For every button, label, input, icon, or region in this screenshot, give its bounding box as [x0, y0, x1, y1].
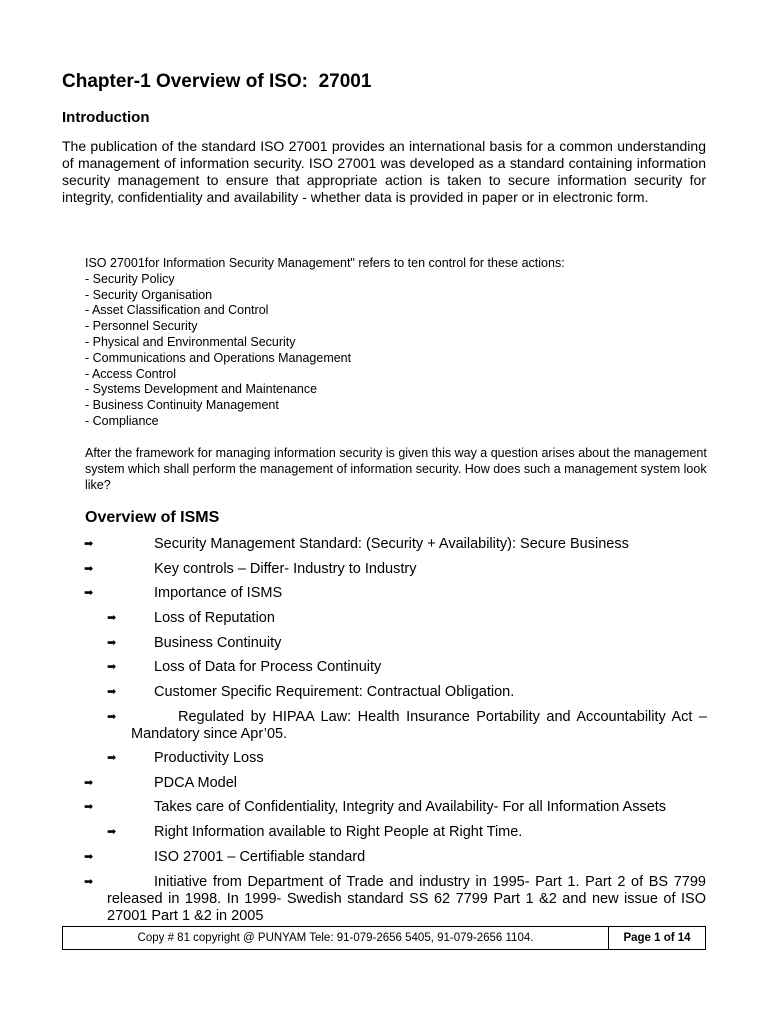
bullet-text: Initiative from Department of Trade and industry in 1995- Part 1. Part 2 of BS 7799 released in 1998. In 1999- Swedish standard SS 62 7799 Part 1 &2 and new issue of ISO 27001 Part 1 &2 in 2005 — [107, 874, 706, 924]
overview-bullet — [84, 536, 714, 553]
bullet-text: Loss of Reputation — [154, 610, 275, 626]
bullet-text: Security Management Standard: (Security + Availability): Secure Business — [154, 536, 629, 552]
arrow-bullet-icon: ➡ — [84, 587, 94, 599]
footer-copyright: Copy # 81 copyright @ PUNYAM Tele: 91-079-2656 5405, 91-079-2656 1104. — [63, 927, 609, 949]
bullet-text: Loss of Data for Process Continuity — [154, 659, 382, 675]
control-item: - Personnel Security — [85, 319, 198, 334]
control-item: - Systems Development and Maintenance — [85, 382, 318, 397]
bullet-text: Takes care of Confidentiality, Integrity and Availability- For all Information Assets — [154, 799, 667, 815]
introduction-paragraph: The publication of the standard ISO 27001 provides an international basis for a common understanding of management of information security. ISO 27001 was developed as a standard containing information security management to ensure that appropriate action is taken to secure information security for integrity, confidentiality and availability - whether data is provided in paper or in electronic form. — [62, 138, 706, 205]
overview-bullet — [84, 874, 706, 925]
overview-bullet — [84, 775, 714, 792]
control-item: - Asset Classification and Control — [85, 303, 269, 318]
control-item: - Business Continuity Management — [85, 398, 279, 413]
overview-subbullet — [107, 824, 707, 841]
bullet-text: ISO 27001 – Certifiable standard — [154, 849, 366, 865]
overview-subbullet — [107, 709, 707, 743]
overview-bullet — [84, 585, 714, 602]
overview-heading: Overview of ISMS — [85, 509, 220, 526]
controls-intro: ISO 27001for Information Security Management" refers to ten control for these actions: — [85, 256, 565, 270]
arrow-bullet-icon: ➡ — [84, 851, 94, 863]
page-footer — [62, 926, 706, 950]
introduction-heading: Introduction — [62, 109, 150, 126]
chapter-title: Chapter-1 Overview of ISO: 27001 — [62, 71, 372, 92]
overview-subbullet — [107, 635, 707, 652]
arrow-bullet-icon: ➡ — [84, 777, 94, 789]
arrow-bullet-icon: ➡ — [107, 752, 117, 764]
arrow-bullet-icon: ➡ — [107, 711, 117, 723]
bullet-text: Regulated by HIPAA Law: Health Insurance Portability and Accountability Act – Mandatory since Apr’05. — [131, 709, 707, 742]
arrow-bullet-icon: ➡ — [107, 826, 117, 838]
bullet-text: Productivity Loss — [154, 750, 264, 766]
control-item: - Compliance — [85, 413, 159, 428]
arrow-bullet-icon: ➡ — [84, 801, 94, 813]
overview-subbullet — [107, 659, 707, 676]
control-item: - Communications and Operations Management — [85, 350, 352, 365]
bullet-text: Key controls – Differ- Industry to Industry — [154, 561, 417, 577]
overview-bullet — [84, 849, 714, 866]
overview-subbullet — [107, 684, 707, 701]
arrow-bullet-icon: ➡ — [107, 661, 117, 673]
controls-list — [85, 256, 715, 430]
management-system-paragraph: After the framework for managing information security is given this way a question arises about the management system which shall perform the management of information security. How does such a management system look like? — [85, 446, 707, 492]
arrow-bullet-icon: ➡ — [107, 612, 117, 624]
bullet-text: Right Information available to Right People at Right Time. — [154, 824, 523, 840]
control-item: - Security Policy — [85, 271, 175, 286]
arrow-bullet-icon: ➡ — [107, 686, 117, 698]
arrow-bullet-icon: ➡ — [84, 563, 94, 575]
arrow-bullet-icon: ➡ — [107, 637, 117, 649]
overview-subbullet — [107, 610, 707, 627]
bullet-text: Business Continuity — [154, 635, 282, 651]
arrow-bullet-icon: ➡ — [84, 876, 94, 888]
control-item: - Physical and Environmental Security — [85, 334, 296, 349]
control-item: - Access Control — [85, 366, 177, 381]
overview-subbullet — [107, 750, 707, 767]
arrow-bullet-icon: ➡ — [84, 538, 94, 550]
overview-bullet — [84, 561, 714, 578]
overview-bullet — [84, 799, 714, 816]
page-number: Page 1 of 14 — [623, 932, 691, 944]
bullet-text: PDCA Model — [154, 775, 238, 791]
bullet-text: Importance of ISMS — [154, 585, 283, 601]
control-item: - Security Organisation — [85, 287, 213, 302]
bullet-text: Customer Specific Requirement: Contractual Obligation. — [154, 684, 515, 700]
